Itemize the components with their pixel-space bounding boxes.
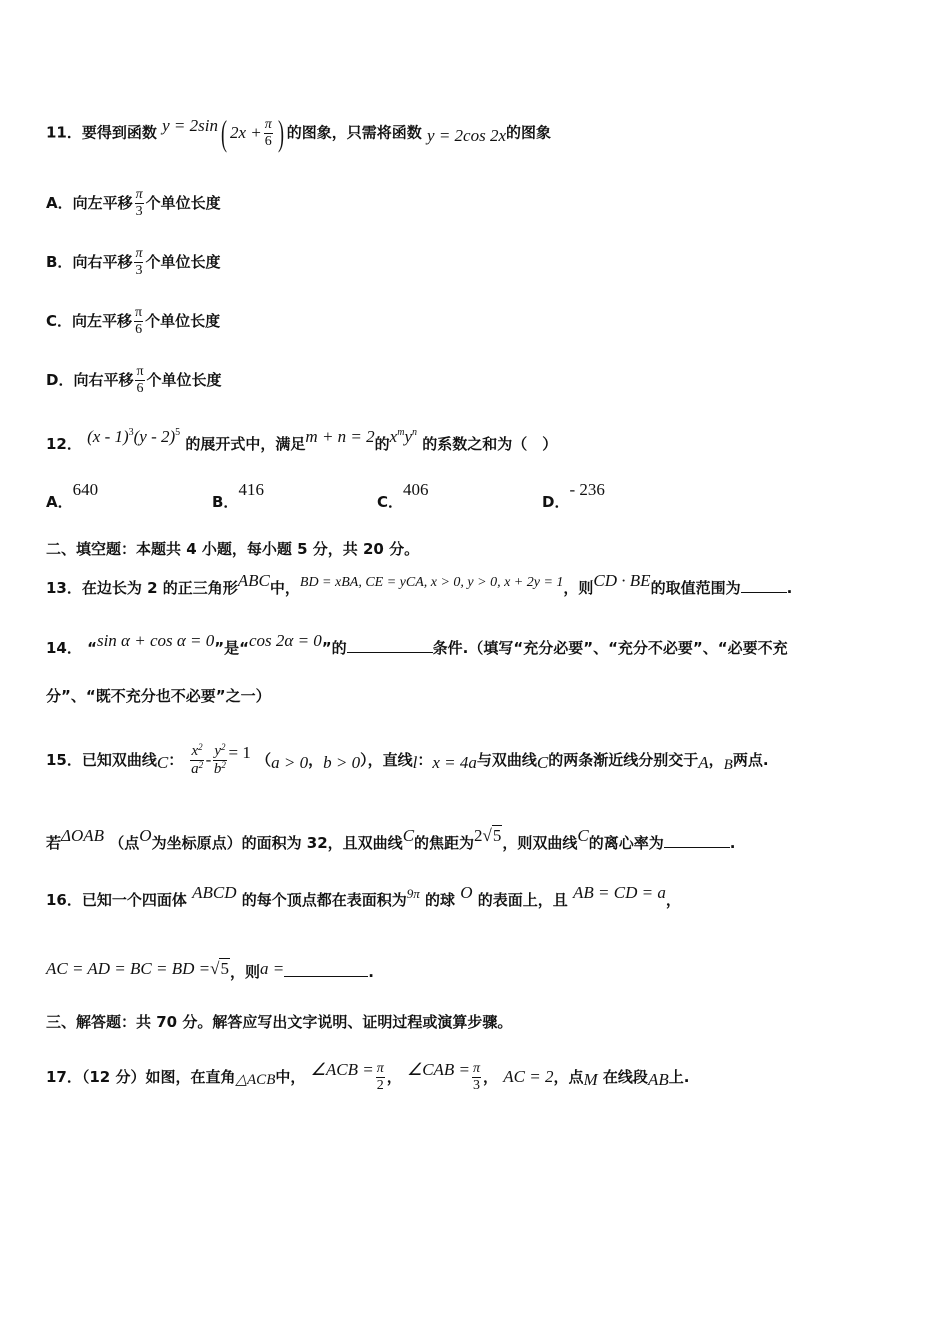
q11-option-b-fraction: $\frac{\pi}{3}$ <box>135 246 143 278</box>
q12-number: 12． <box>46 435 82 453</box>
q14-number: 14． <box>46 639 82 657</box>
q12-option-b: B．416 <box>212 480 264 511</box>
q13-triangle: ABC <box>237 571 270 590</box>
q13-dot-product: CD · BE <box>593 571 651 590</box>
q12-option-d: D．- 236 <box>542 480 605 511</box>
question-15: 15．已知双曲线C： $\frac{x^2}{a^2}$ - $\frac{y^2}{b^2}$ = 1 （a > 0，b > 0），直线l：x = 4a与双曲线C的两条渐近线分别交于A，B两点. <box>46 742 769 777</box>
q14-continuation: 分”、“既不充分也不必要”之一） <box>46 687 271 705</box>
question-16: 16．已知一个四面体 ABCD 的每个顶点都在表面积为9π 的球 O 的表面上，且 AB = CD = a， <box>46 883 681 909</box>
q11-text-3: 的图象 <box>506 123 552 142</box>
q15-number: 15． <box>46 751 82 769</box>
q11-function-1-inner: 2x + <box>229 122 262 142</box>
q11-option-a-fraction: $\frac{\pi}{3}$ <box>135 187 143 219</box>
question-11 <box>46 115 551 151</box>
q16-number: 16． <box>46 891 82 909</box>
q13-answer-blank[interactable] <box>741 576 787 593</box>
q12-text-2: 的系数之和为（ ） <box>422 435 558 453</box>
q11-option-d-fraction: $\frac{\pi}{6}$ <box>136 364 144 396</box>
q12-term: $x^my^n$ <box>389 427 417 446</box>
q16-edges: AC = AD = BC = BD = <box>46 959 211 978</box>
question-12: 12． (x - 1)$^3$(y - 2)$^5$ 的展开式中，满足m + n = 2的$x^my^n$ 的系数之和为（ ） <box>46 427 558 453</box>
question-13: 13．在边长为 2 的正三角形ABC中，BD = xBA, CE = yCA, x > 0, y > 0, x + 2y = 1，则CD · BE的取值范围为 . <box>46 571 793 597</box>
q11-right-paren: ) <box>277 113 284 153</box>
q11-number: 11． <box>46 123 82 142</box>
q11-option-c-fraction: $\frac{\pi}{6}$ <box>135 305 143 337</box>
q17-angle-acb: ∠ACB = <box>310 1060 374 1079</box>
q17-pi-over-2: $\frac{\pi}{2}$ <box>376 1061 384 1093</box>
q16-edge-condition: AB = CD = a <box>573 883 666 902</box>
section-3-heading: 三、解答题：共 70 分。解答应写出文字说明、证明过程或演算步骤。 <box>46 1013 513 1031</box>
q15-x2-over-a2: $\frac{x^2}{a^2}$ <box>191 742 204 777</box>
q15-y2-over-b2: $\frac{y^2}{b^2}$ <box>213 742 226 777</box>
q14-condition-1: sin α + cos α = 0 <box>96 631 215 650</box>
q15-continuation: 若ΔOAB （点O为坐标原点）的面积为 32，且双曲线C的焦距为2√5，则双曲线C的离心率为 . <box>46 826 736 852</box>
q11-option-b: B．向右平移 $\frac{\pi}{3}$ 个单位长度 <box>46 246 221 278</box>
q15-answer-blank[interactable] <box>664 831 730 848</box>
q11-text: 要得到函数 <box>81 123 157 142</box>
q16-tetrahedron: ABCD <box>192 883 237 902</box>
q17-number: 17． <box>46 1068 82 1086</box>
q11-left-paren: ( <box>220 113 227 153</box>
q14-answer-blank[interactable] <box>347 636 433 653</box>
q16-continuation: AC = AD = BC = BD =√5，则a = . <box>46 959 374 981</box>
q11-option-c: C．向左平移 $\frac{\pi}{6}$ 个单位长度 <box>46 305 221 337</box>
q16-answer-blank[interactable] <box>284 960 368 977</box>
q13-conditions: BD = xBA, CE = yCA, x > 0, y > 0, x + 2y = 1 <box>299 575 564 590</box>
q11-pi-over-6: $\frac{\pi}{6}$ <box>264 116 272 149</box>
q17-triangle: △ACB <box>235 1072 276 1088</box>
q17-angle-cab: ∠CAB = <box>406 1060 471 1079</box>
q11-function-2: y = 2cos 2x <box>427 125 507 145</box>
q11-option-a: A．向左平移 $\frac{\pi}{3}$ 个单位长度 <box>46 187 221 219</box>
q12-option-c: C．406 <box>377 480 429 511</box>
q12-text: 的展开式中，满足 <box>185 435 306 453</box>
q15-line-equation: x = 4a <box>432 753 477 772</box>
q17-pi-over-3: $\frac{\pi}{3}$ <box>473 1061 481 1093</box>
q13-number: 13． <box>46 579 82 597</box>
q12-expression: (x - 1)$^3$(y - 2)$^5$ <box>87 427 181 446</box>
q12-option-a: A．640 <box>46 480 99 511</box>
section-2-heading: 二、填空题：本题共 4 小题，每小题 5 分，共 20 分。 <box>46 540 420 558</box>
q11-text-2: 的图象，只需将函数 <box>286 123 422 142</box>
q14-condition-2: cos 2α = 0 <box>248 631 322 650</box>
q16-surface-area: 9π <box>406 886 420 901</box>
question-14: 14． “sin α + cos α = 0”是“cos 2α = 0”的 条件.（填写“充分必要”、“充分不必要”、“必要不充 <box>46 631 788 657</box>
q15-focal-distance: 2√5 <box>474 826 502 845</box>
q12-condition: m + n = 2 <box>305 427 375 446</box>
question-17: 17．（12 分）如图，在直角△ACB中， ∠ACB = $\frac{\pi}{2}$ ， ∠CAB = $\frac{\pi}{3}$ ， AC = 2，点M 在线段AB上. <box>46 1060 690 1093</box>
q11-function-1: y = 2sin <box>162 115 218 135</box>
q11-option-d: D．向右平移 $\frac{\pi}{6}$ 个单位长度 <box>46 364 222 396</box>
q15-triangle-oab: ΔOAB <box>61 826 105 845</box>
q17-side-ac: AC = 2 <box>503 1067 554 1086</box>
